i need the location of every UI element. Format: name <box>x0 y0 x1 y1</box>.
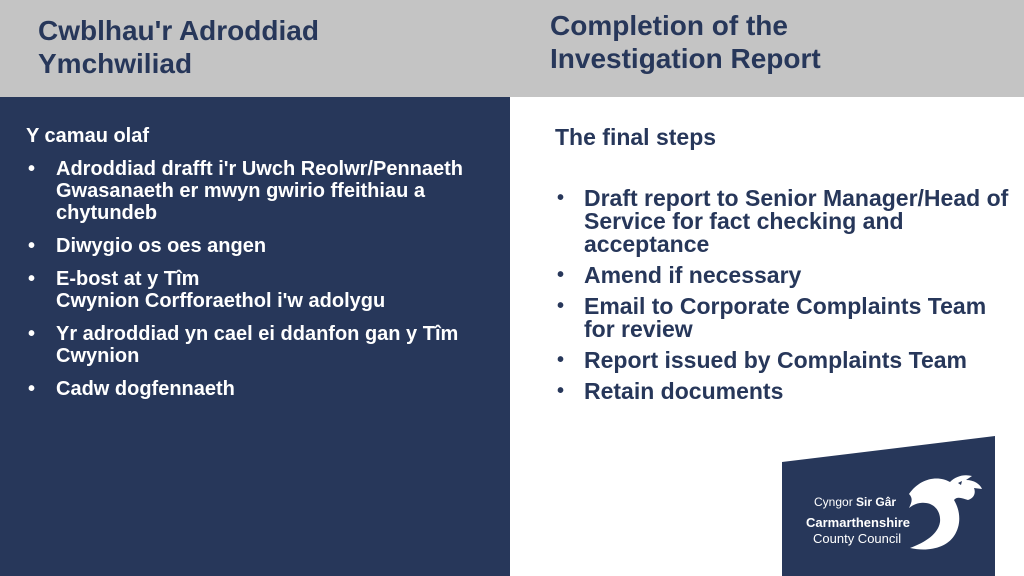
bullet-icon: • <box>28 235 36 257</box>
welsh-step-item <box>26 235 496 257</box>
logo-line-council: County Council <box>813 531 902 546</box>
page-title-welsh <box>38 14 478 80</box>
welsh-subheading: Y camau olaf <box>26 125 150 147</box>
bullet-icon: • <box>557 295 565 317</box>
bullet-icon: • <box>557 380 565 402</box>
welsh-step-text: Yr adroddiad yn cael ei ddanfon gan y Tîm Cwynion <box>56 323 459 367</box>
english-step-item <box>555 380 1015 403</box>
english-step-item <box>555 349 1015 372</box>
logo-line1-a: Cyngor <box>814 495 857 509</box>
logo-line1-b: Sir Gâr <box>856 495 897 509</box>
welsh-step-text: Adroddiad drafft i'r Uwch Reolwr/Pennaeth Gwasanaeth er mwyn gwirio ffeithiau a chytundeb <box>56 158 464 224</box>
english-steps-list <box>555 187 1015 411</box>
english-step-item <box>555 295 1015 341</box>
english-step-text: Retain documents <box>584 378 784 404</box>
bullet-icon: • <box>28 268 36 290</box>
welsh-step-item <box>26 323 496 367</box>
bullet-icon: • <box>28 323 36 345</box>
dragon-icon <box>904 472 982 552</box>
english-step-text: Amend if necessary <box>584 262 802 288</box>
english-step-text: Email to Corporate Complaints Team for review <box>584 293 987 342</box>
welsh-panel <box>0 97 510 576</box>
welsh-step-item <box>26 158 496 224</box>
english-step-text: Draft report to Senior Manager/Head of Service for fact checking and acceptance <box>584 185 1009 257</box>
title-english-line-2: Investigation Report <box>550 43 821 74</box>
welsh-step-text: Diwygio os oes angen <box>56 235 267 257</box>
logo-line-english: Carmarthenshire <box>806 515 911 530</box>
english-step-item <box>555 187 1015 256</box>
english-step-text: Report issued by Complaints Team <box>584 347 967 373</box>
bullet-icon: • <box>557 187 565 209</box>
bullet-icon: • <box>557 264 565 286</box>
bullet-icon: • <box>557 349 565 371</box>
english-step-item <box>555 264 1015 287</box>
bullet-icon: • <box>28 158 36 180</box>
english-subheading: The final steps <box>555 124 717 150</box>
welsh-step-text: Cadw dogfennaeth <box>56 378 235 400</box>
council-logo <box>782 436 995 576</box>
title-welsh-line-1: Cwblhau'r Adroddiad <box>38 15 319 46</box>
page-title-english <box>550 9 990 75</box>
welsh-step-item <box>26 378 496 400</box>
welsh-step-text: E-bost at y Tîm Cwynion Corfforaethol i'w adolygu <box>56 268 386 312</box>
welsh-steps-list <box>26 158 496 411</box>
welsh-step-item <box>26 268 496 312</box>
logo-line-welsh <box>814 495 896 509</box>
header-bar <box>0 0 1024 97</box>
title-welsh-line-2: Ymchwiliad <box>38 48 193 79</box>
bullet-icon: • <box>28 378 36 400</box>
title-english-line-1: Completion of the <box>550 10 788 41</box>
